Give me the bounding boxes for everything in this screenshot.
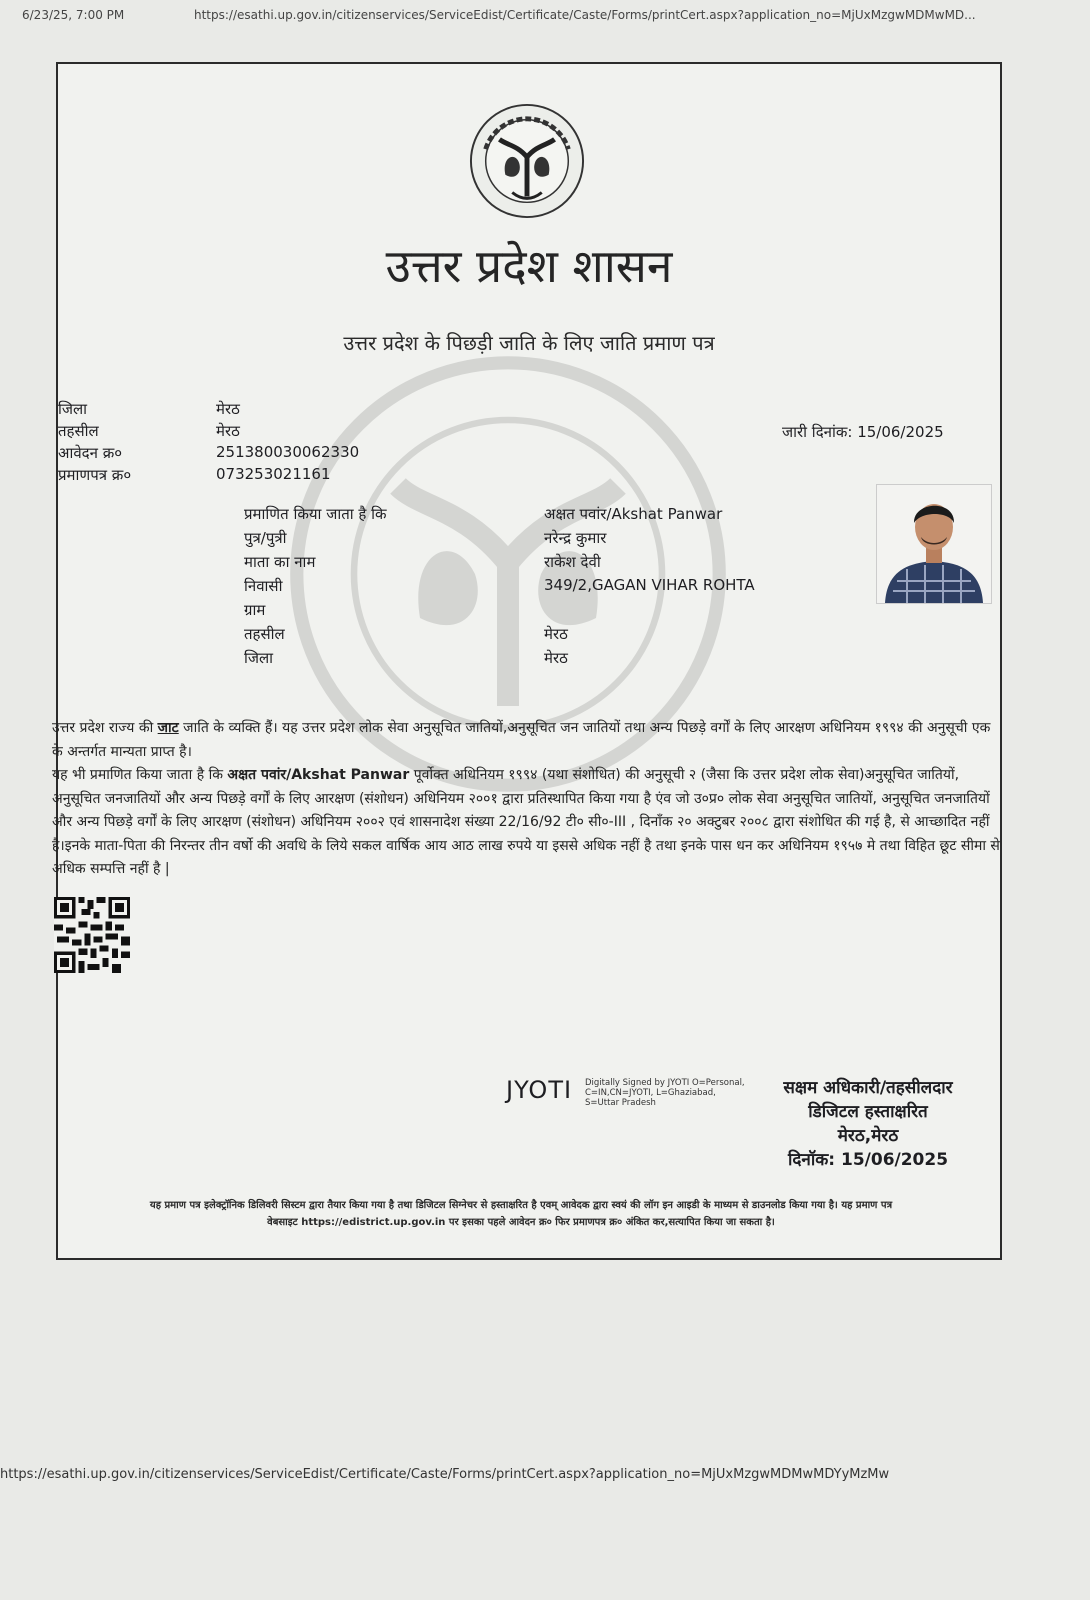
- detail-value: 349/2,GAGAN VIHAR ROHTA: [544, 576, 755, 594]
- authority-line: सक्षम अधिकारी/तहसीलदार: [783, 1078, 953, 1098]
- detail-label: माता का नाम: [244, 553, 316, 571]
- detail-label: ग्राम: [244, 601, 266, 619]
- person-photo-icon: [877, 485, 991, 603]
- authority-block: [758, 1076, 978, 1172]
- detail-value: मेरठ: [544, 625, 568, 643]
- caste-certificate: [52, 62, 1002, 1260]
- meta-value: मेरठ: [216, 422, 240, 440]
- verification-note: [42, 1197, 1000, 1231]
- certificate-subtitle: उत्तर प्रदेश के पिछड़ी जाति के लिए जाति प्रमाण पत्र: [343, 331, 715, 355]
- detail-value: नरेन्द्र कुमार: [544, 529, 607, 547]
- detail-label: पुत्र/पुत्री: [244, 529, 287, 547]
- detail-label: जिला: [244, 649, 274, 667]
- authority-date: दिनॉक: 15/06/2025: [787, 1150, 949, 1170]
- up-government-emblem: [468, 102, 586, 220]
- detail-label: तहसील: [244, 625, 285, 643]
- meta-label: प्रमाणपत्र क्र०: [58, 466, 132, 484]
- certificate-body: [52, 717, 1002, 882]
- print-url[interactable]: https://esathi.up.gov.in/citizenservices/ServiceEdist/Certificate/Caste/Forms/printCert.aspx?application_no=MjUxMzgwMDMwMD...: [194, 8, 976, 22]
- applicant-name: अक्षत पवांर/Akshat Panwar: [227, 767, 410, 783]
- certificate-title: उत्तर प्रदेश शासन: [385, 239, 673, 293]
- meta-value: 073253021161: [216, 465, 331, 483]
- applicant-photo: [876, 484, 992, 604]
- issue-date: जारी दिनांक: 15/06/2025: [782, 423, 944, 441]
- print-footer-url[interactable]: https://esathi.up.gov.in/citizenservices/ServiceEdist/Certificate/Caste/Forms/printCert.aspx?application_no=MjUxMzgwMDMwMDYyMzMw: [0, 1467, 890, 1482]
- detail-value: मेरठ: [544, 649, 568, 667]
- body-text: यह भी प्रमाणित किया जाता है कि: [52, 767, 228, 783]
- signer-name: JYOTI: [506, 1076, 573, 1104]
- detail-label: निवासी: [244, 577, 283, 595]
- detail-value: अक्षत पवांर/Akshat Panwar: [544, 505, 723, 523]
- body-text: उत्तर प्रदेश राज्य की: [52, 720, 158, 736]
- digital-signature-note: Digitally Signed by JYOTI O=Personal, C=IN,CN=JYOTI, L=Ghaziabad, S=Uttar Pradesh: [585, 1078, 745, 1108]
- meta-label: आवेदन क्र०: [58, 444, 123, 462]
- body-text: जाति के व्यक्ति हैं। यह उत्तर प्रदेश लोक सेवा अनुसूचित जातियों,अनुसूचित जन जातियों तथा अन्य पिछड़े वर्गों के लिए आरक्षण अधिनियम १९९४ की अनुसूची एक के अन्तर्गत मान्यता प्राप्त है।: [52, 720, 991, 760]
- meta-label: जिला: [58, 400, 88, 418]
- meta-label: तहसील: [58, 422, 99, 440]
- caste-name: जाट: [157, 720, 179, 736]
- meta-value: 251380030062330: [216, 443, 360, 461]
- detail-label: प्रमाणित किया जाता है कि: [244, 505, 387, 523]
- body-text: पूर्वोक्त अधिनियम १९९४ (यथा संशोधित) की अनुसूची २ (जैसा कि उत्तर प्रदेश लोक सेवा)अनुसूचित जातियों, अनुसूचित जनजातियों और अन्य पिछड़े वर्गों के लिए आरक्षण (संशोधन) अधिनियम २००१ द्वारा प्रतिस्थापित किया गया है एंव जो उ०प्र० लोक सेवा अनुसूचित जातियों, अनुसूचित जनजातियों और अन्य पिछड़े वर्गों के लिए आरक्षण (संशोधन) अधिनियम २००२ एवं शासनादेश संख्या 22/16/92 टी० सी०-III , दिनाँक २० अक्टुबर २००८ द्वारा संशोधित की गई है, से आच्छादित नहीं है।इनके माता-पिता की निरन्तर तीन वर्षो की अवधि के लिये सकल वार्षिक आय आठ लाख रुपये या इससे अधिक नहीं है तथा इनके पास धन कर अधिनियम १९५७ मे तथा विहित छूट सीमा से अधिक सम्पत्ति नहीं है |: [52, 767, 1000, 877]
- print-datetime: 6/23/25, 7:00 PM: [22, 8, 125, 22]
- authority-line: मेरठ,मेरठ: [837, 1126, 899, 1146]
- authority-line: डिजिटल हस्ताक्षरित: [808, 1102, 928, 1122]
- meta-value: मेरठ: [216, 400, 240, 418]
- verification-line-1: यह प्रमाण पत्र इलेक्ट्रॉनिक डिलिवरी सिस्टम द्वारा तैयार किया गया है तथा डिजिटल सिग्नेचर से हस्ताक्षरित है एवम् आवेदक द्वारा स्वयं की लॉग इन आइडी के माध्यम से डाउनलोड किया गया है। यह प्रमाण पत्र: [149, 1200, 893, 1211]
- qr-code-icon: [54, 897, 130, 973]
- detail-value: राकेश देवी: [544, 553, 601, 571]
- verification-line-2: वेबसाइट https://edistrict.up.gov.in पर इसका पहले आवेदन क्र० फिर प्रमाणपत्र क्र० अंकित कर,सत्यापित किया जा सकता है।: [267, 1217, 775, 1228]
